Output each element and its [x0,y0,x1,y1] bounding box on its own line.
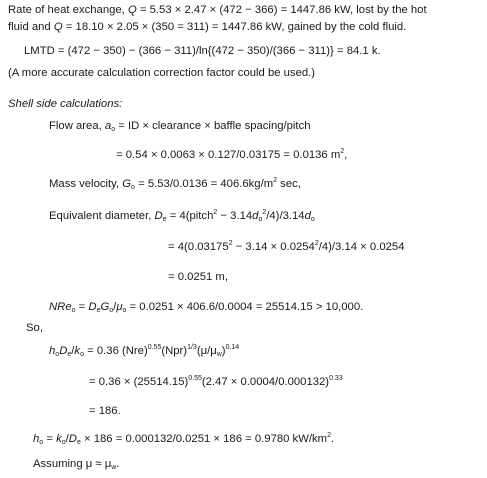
text-run: Flow area, [49,120,105,132]
math-symbol: h [49,345,56,357]
text-run: . [330,433,335,445]
math-symbol: d [252,210,259,222]
text-run: = 0.36 × (25514.15) [89,376,189,388]
math-symbol: a [104,120,112,132]
text-run: Mass velocity, [49,178,123,190]
nusselt-correlation [49,344,239,358]
subscript: o [111,126,116,133]
text-run: = 5.53 × 2.47 × (472 − 366) = 1447.86 kW, lost by the hot [136,4,427,16]
lmtd-equation [24,44,381,58]
subscript: o [109,307,114,314]
heat-exchange-line-2 [8,20,406,34]
text-run: LMTD = (472 − 350) − (366 − 311)/ln{(472 − 350)/(366 − 311)} = 84.1 k. [24,45,381,57]
text-run: , [344,149,348,161]
text-run: (Npr) [161,345,188,357]
flow-area-definition [49,119,311,133]
equivalent-diameter-value [168,270,228,284]
text-run: /4)/3.14 [266,210,305,222]
subscript: e [67,351,72,358]
text-run: (2.47 × 0.0004/0.000132) [201,376,330,388]
text-run: Assuming μ ≈ μ [33,458,112,470]
subscript: o [55,351,60,358]
text-run: = 4(0.03175 [168,241,229,253]
text-run: = [43,433,57,445]
text-run: = 5.53/0.0136 = 406.6kg/m [134,178,274,190]
section-heading-shell-side [8,97,122,111]
subscript: o [131,184,135,191]
math-symbol: D [88,301,97,313]
superscript: 2 [213,209,218,216]
superscript: 0.55 [147,344,162,351]
superscript: 0.55 [188,375,202,382]
text-run: = 0.36 (Nre) [83,345,148,357]
text-run: ) [221,345,226,357]
text-run: /4)/3.14 × 0.0254 [318,241,405,253]
text-run: . [116,458,120,470]
text-run: = 0.54 × 0.0063 × 0.127/0.03175 = 0.0136 m [116,149,341,161]
subscript: w [111,464,117,471]
text-run: fluid and [8,21,54,33]
superscript: 2 [262,209,267,216]
film-coefficient-equation [33,432,334,446]
math-symbol: G [100,301,110,313]
subscript: e [162,216,167,223]
subscript: o [258,216,263,223]
math-symbol: D [154,210,163,222]
superscript: 2 [314,240,319,247]
superscript: 2 [340,148,345,155]
superscript: 0.33 [329,375,343,382]
text-run: = 4(pitch [166,210,214,222]
subscript: o [80,351,84,358]
subscript: o [122,307,127,314]
math-symbol: d [304,210,311,222]
text-run: × 186 = 0.000132/0.0251 × 186 = 0.9780 kW/km [80,433,328,445]
text-run: = 186. [89,405,121,417]
subscript: w [216,351,222,358]
text-run: sec, [277,178,301,190]
text-run: / [113,301,117,313]
subscript: o [71,307,76,314]
superscript: 2 [327,432,331,439]
text-run: Equivalent diameter, [49,210,155,222]
text-run: = 0.0251 × 406.6/0.0004 = 25514.15 > 10,000. [126,301,364,313]
text-run: / [71,345,75,357]
subscript: e [96,307,101,314]
math-symbol: Q [127,4,137,16]
math-symbol: NRe [49,301,72,313]
text-run: Rate of heat exchange, [8,4,128,16]
text-run: = 18.10 × 2.05 × (350 = 311) = 1447.86 kW, gained by the cold fluid. [62,21,407,33]
superscript: 0.14 [225,344,240,351]
reynolds-number-equation [49,300,363,314]
equivalent-diameter-substitution [168,240,404,254]
math-symbol: k [74,345,81,357]
viscosity-assumption [33,457,119,471]
text-run: (A more accurate calculation correction factor could be used.) [8,67,316,79]
superscript: 2 [228,240,233,247]
math-symbol: μ [116,301,123,313]
text-run: = [75,301,89,313]
math-symbol: D [59,345,68,357]
equivalent-diameter-definition [49,209,315,223]
superscript: 1/3 [187,344,197,351]
text-run: = ID × clearance × baffle spacing/pitch [115,120,311,132]
math-symbol: Shell side calculations: [8,98,123,110]
text-run: − 3.14 × 0.0254 [232,241,315,253]
text-run: (μ/μ [196,345,217,357]
mass-velocity-equation [49,177,301,191]
math-symbol: k [56,433,62,445]
math-symbol: G [122,178,132,190]
text-run: − 3.14 [217,210,253,222]
subscript: o [310,216,315,223]
correction-note [8,66,315,80]
nusselt-result [89,404,121,418]
subscript: e [76,439,81,446]
text-run: So, [26,322,43,334]
text-run: / [65,433,69,445]
so-label [26,321,43,335]
subscript: o [39,439,44,446]
heat-exchange-line-1 [8,3,427,17]
text-run: = 0.0251 m, [168,271,228,283]
nusselt-substitution [89,375,343,389]
math-symbol: D [68,433,77,445]
math-symbol: Q [53,21,63,33]
math-symbol: h [33,433,40,445]
flow-area-value [116,148,347,162]
superscript: 2 [273,177,278,184]
subscript: o [61,439,66,446]
